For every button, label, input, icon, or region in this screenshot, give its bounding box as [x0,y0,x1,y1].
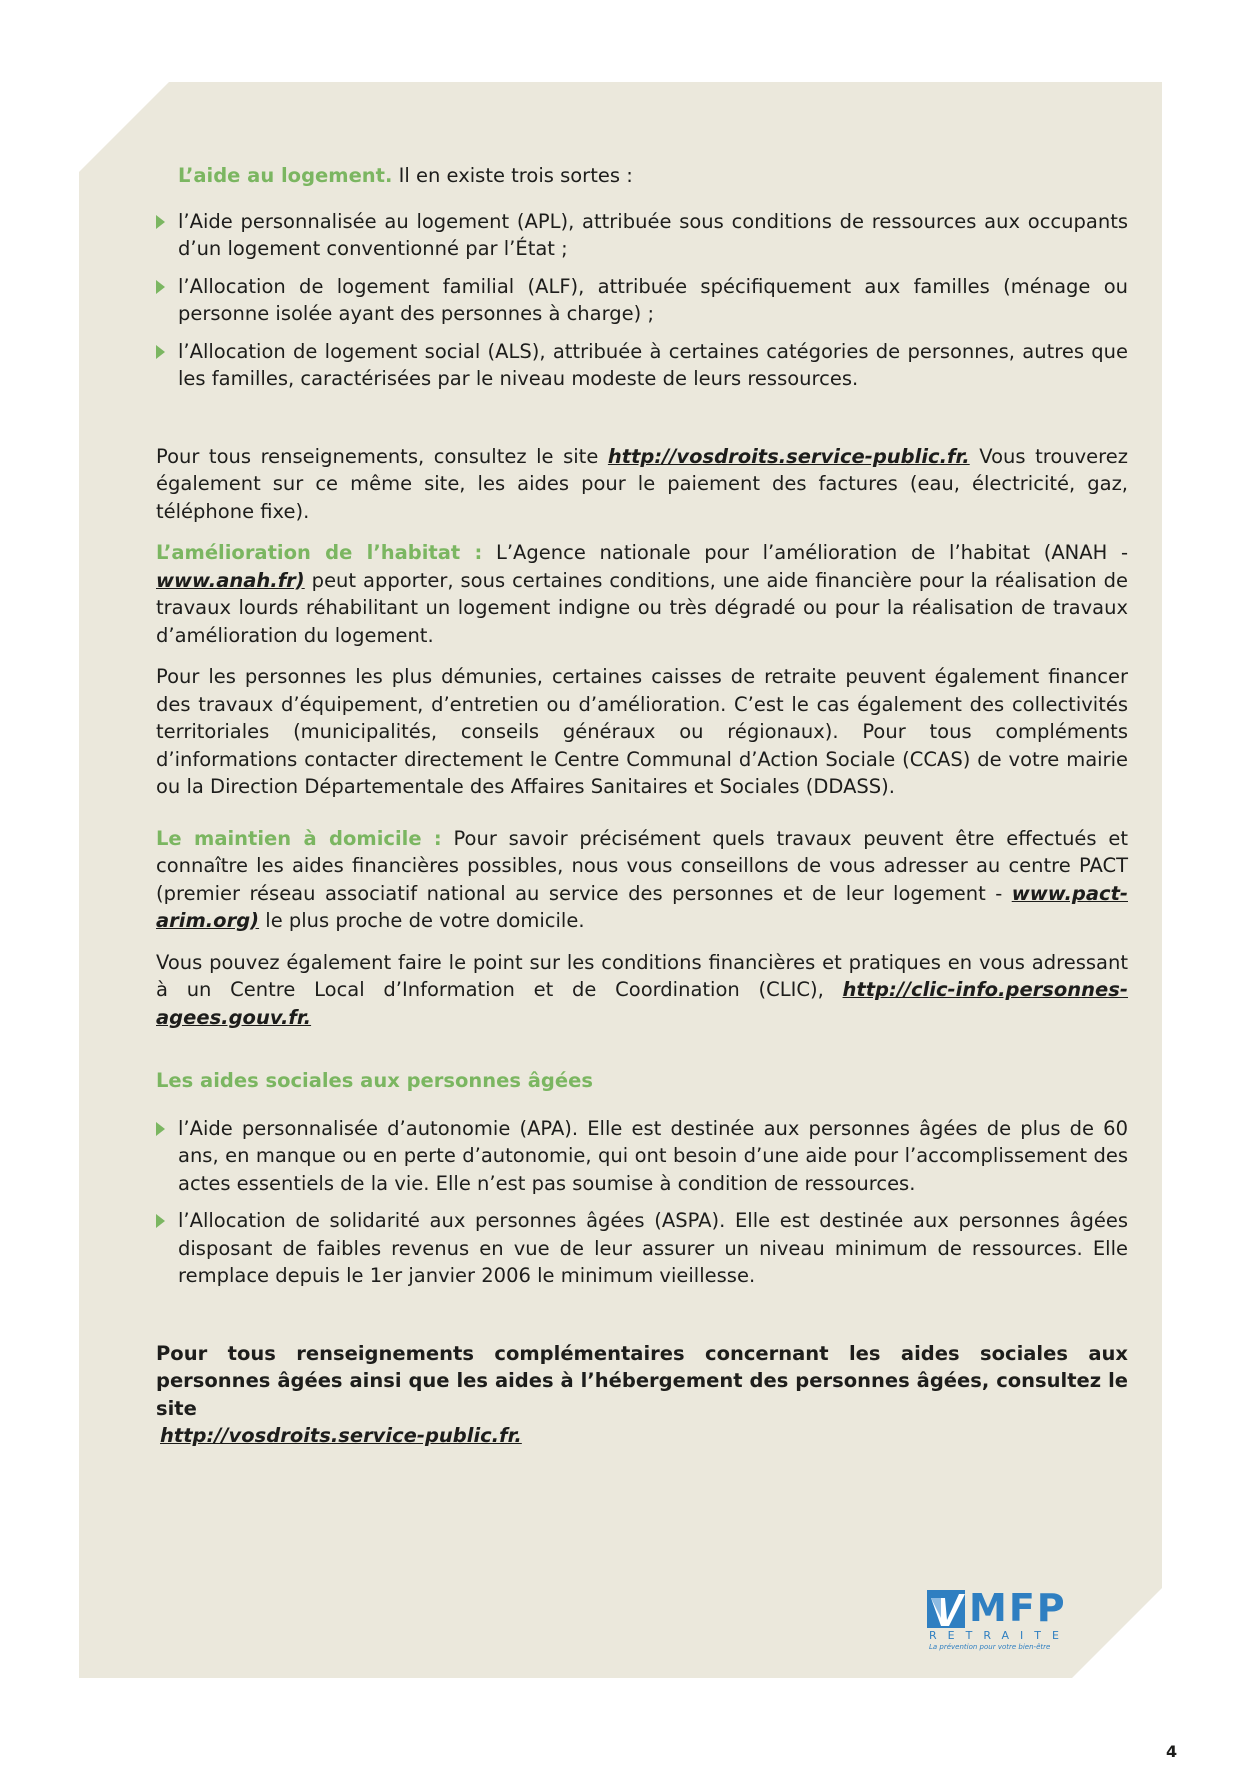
bullet-arrow-icon [156,215,165,229]
habitat-heading: L’amélioration de l’habitat : [156,541,483,564]
clic-info-link[interactable]: http://clic-info.personnes-agees.gouv.fr. [156,978,1128,1029]
list-item: l’Aide personnalisée au logement (APL), attribuée sous conditions de ressources aux occupants d’un logement conventionné par l’État ; [156,208,1128,263]
maintien-heading: Le maintien à domicile : [156,826,442,850]
housing-aid-intro [156,162,1128,190]
bullet-arrow-icon [156,1214,165,1228]
info-paragraph: Pour tous renseignements, consultez le site http://vosdroits.service-public.fr. Vous trouverez également sur ce même site, les aides pour le paiement des factures (eau, électricité, gaz, téléphone fixe). [156,444,1128,523]
page-number: 4 [1166,1742,1178,1761]
list-item: l’Allocation de logement social (ALS), attribuée à certaines catégories de personnes, autres que les familles, caractérisées par le niveau modeste de leurs ressources. [156,338,1128,393]
service-public-link[interactable]: http://vosdroits.service-public.fr. [607,444,970,468]
social-aid-list [156,1115,1128,1290]
demunies-paragraph: Pour les personnes les plus démunies, certaines caisses de retraite peuvent également financer des travaux d’équipement, d’entretien ou d’amélioration. C’est le cas également des collectivités territoriales (municipalités, conseils généraux ou régionaux). Pour tous compléments d’informations contacter directement le Centre Communal d’Action Sociale (CCAS) de votre mairie ou la Direction Départementale des Affaires Sanitaires et Sociales (DDASS). [156,665,1128,798]
mfp-check-icon [927,1590,965,1628]
pact-arim-link[interactable]: www.pact-arim.org) [156,881,1128,932]
housing-aid-heading: L’aide au logement. [178,164,393,187]
list-item: l’Aide personnalisée d’autonomie (APA). Elle est destinée aux personnes âgées de plus de 60 ans, en manque ou en perte d’autonomie, qui ont besoin d’une aide pour l’accomplissement des actes essentiels de la vie. Elle n’est pas soumise à condition de ressources. [156,1115,1128,1198]
closing-service-public-link[interactable]: http://vosdroits.service-public.fr. [160,1424,522,1447]
anah-link[interactable]: www.anah.fr) [156,568,305,592]
clic-paragraph: Vous pouvez également faire le point sur les conditions financières et pratiques en vous adressant à un Centre Local d’Information et de Coordination (CLIC), http://clic-info.personnes-agees.gouv.fr. [156,950,1128,1029]
bullet-arrow-icon [156,345,165,359]
social-aid-heading: Les aides sociales aux personnes âgées [156,1069,593,1092]
list-item: l’Allocation de solidarité aux personnes âgées (ASPA). Elle est destinée aux personnes âgées disposant de faibles revenus en vue de leur assurer un niveau minimum de ressources. Elle remplace depuis le 1er janvier 2006 le minimum vieillesse. [156,1207,1128,1290]
logo-subtitle: RETRAITE [929,1629,1070,1642]
maintien-paragraph: Le maintien à domicile : Pour savoir précisément quels travaux peuvent être effectués et connaître les aides financières possibles, nous vous conseillons de vous adresser au centre PACT (premier réseau associatif national au service des personnes et de leur logement - www.pact-arim.org) le plus proche de votre domicile. [156,826,1128,932]
list-item: l’Allocation de logement familial (ALF), attribuée spécifiquement aux familles (ménage ou personne isolée ayant des personnes à charge) ; [156,273,1128,328]
bullet-arrow-icon [156,280,165,294]
housing-aid-list [156,208,1128,393]
mfp-retraite-logo [927,1586,1077,1651]
closing-paragraph: Pour tous renseignements complémentaires concernant les aides sociales aux personnes âgées ainsi que les aides à l’hébergement des personnes âgées, consultez le site http://vosdroits.service-public.fr. [156,1341,1128,1447]
logo-tagline: La prévention pour votre bien-être [929,1643,1051,1651]
housing-aid-intro-text: Il en existe trois sortes : [392,164,633,187]
habitat-paragraph: L’amélioration de l’habitat : L’Agence nationale pour l’amélioration de l’habitat (ANAH - www.anah.fr) peut apporter, sous certaines conditions, une aide financière pour la réalisation de travaux lourds réhabilitant un logement indigne ou très dégradé ou pour la réalisation de travaux d’amélioration du logement. [156,541,1128,647]
bullet-arrow-icon [156,1122,165,1136]
document-body [156,162,1128,1450]
logo-name: MFP [969,1586,1067,1630]
